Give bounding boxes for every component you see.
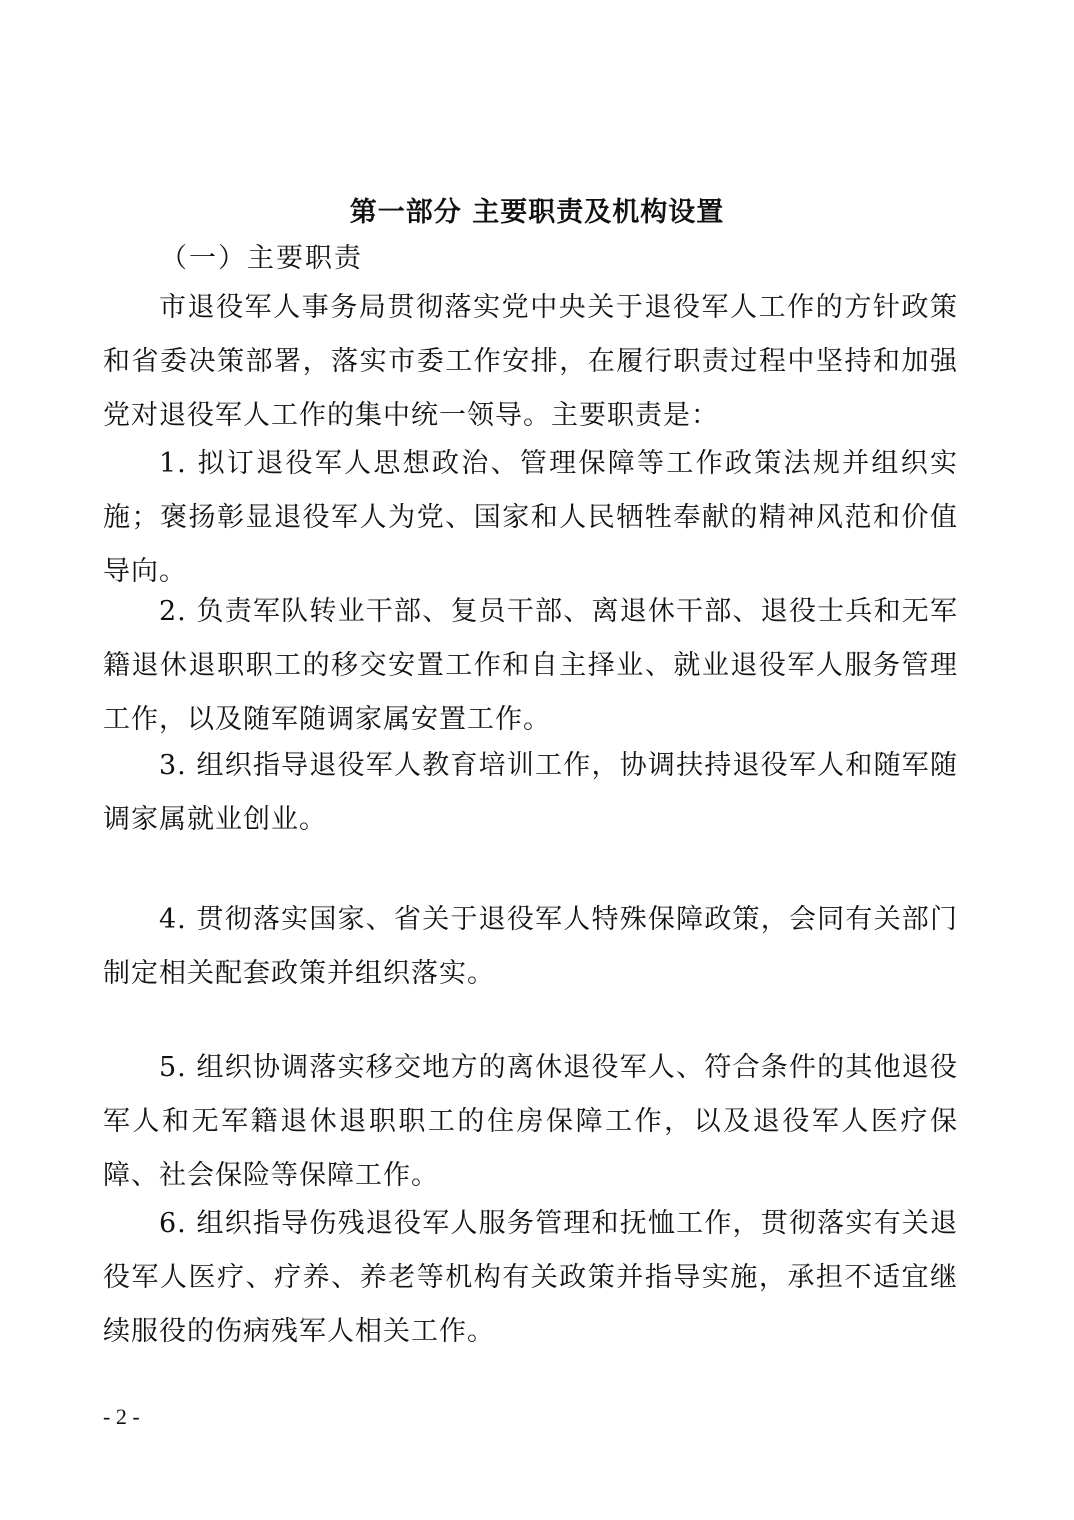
page-number: - 2 - xyxy=(103,1404,140,1429)
intro-paragraph: 市退役军人事务局贯彻落实党中央关于退役军人工作的方针政策和省委决策部署，落实市委工作安排，在履行职责过程中坚持和加强党对退役军人工作的集中统一领导。主要职责是： xyxy=(103,292,958,431)
duty-item-3: 3. 组织指导退役军人教育培训工作，协调扶持退役军人和随军随调家属就业创业。 xyxy=(103,750,958,835)
duty-item-4: 4. 贯彻落实国家、省关于退役军人特殊保障政策，会同有关部门制定相关配套政策并组织落实。 xyxy=(103,904,958,989)
subsection-heading: （一）主要职责 xyxy=(160,243,363,274)
duty-item-5: 5. 组织协调落实移交地方的离休退役军人、符合条件的其他退役军人和无军籍退休退职职工的住房保障工作，以及退役军人医疗保障、社会保险等保障工作。 xyxy=(103,1052,958,1191)
duty-item-6: 6. 组织指导伤残退役军人服务管理和抚恤工作，贯彻落实有关退役军人医疗、疗养、养老等机构有关政策并指导实施，承担不适宜继续服役的伤病残军人相关工作。 xyxy=(103,1208,958,1347)
section-heading: 第一部分 主要职责及机构设置 xyxy=(349,197,725,228)
duty-item-2: 2. 负责军队转业干部、复员干部、离退休干部、退役士兵和无军籍退休退职职工的移交安置工作和自主择业、就业退役军人服务管理工作，以及随军随调家属安置工作。 xyxy=(103,596,958,735)
duty-item-1: 1. 拟订退役军人思想政治、管理保障等工作政策法规并组织实施；褒扬彰显退役军人为党、国家和人民牺牲奉献的精神风范和价值导向。 xyxy=(103,448,958,587)
